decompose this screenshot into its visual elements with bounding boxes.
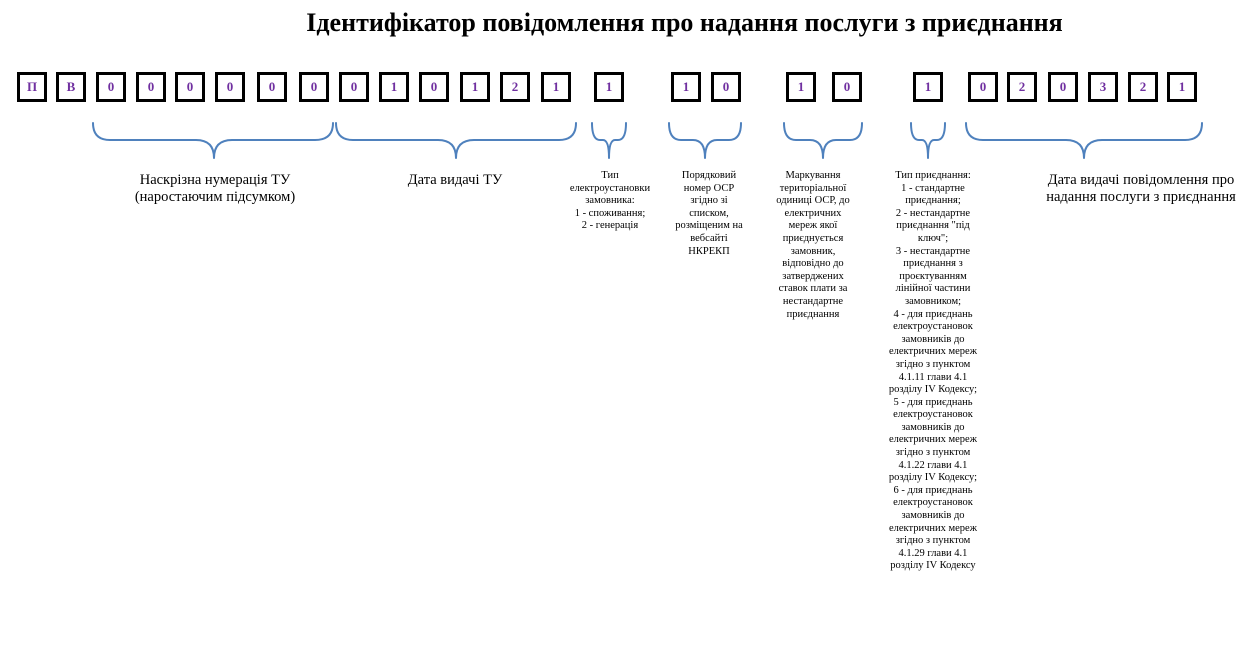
diagram-title: Ідентифікатор повідомлення про надання послуги з приєднання [306, 8, 1063, 37]
label-osr-number: Порядковий номер ОСР згідно зі списком, розміщеним на вебсайті НКРЕКП [675, 170, 743, 257]
cell-17: 0 [711, 72, 741, 102]
cell-26: 1 [1167, 72, 1197, 102]
label-install-type: Тип електроустановки замовника: 1 - споживання; 2 - генерація [569, 170, 651, 232]
cell-11: 0 [419, 72, 449, 102]
cell-23: 0 [1048, 72, 1078, 102]
brace-osr-number [669, 123, 741, 158]
cell-22: 2 [1007, 72, 1037, 102]
cell-12: 1 [460, 72, 490, 102]
cell-4: 0 [136, 72, 166, 102]
cell-18: 1 [786, 72, 816, 102]
cell-13: 2 [500, 72, 530, 102]
cell-19: 0 [832, 72, 862, 102]
brace-tu-date [336, 123, 576, 158]
brace-connection-type [911, 123, 945, 158]
brace-notice-date [966, 123, 1202, 158]
brace-numbering [93, 123, 333, 158]
cell-9: 0 [339, 72, 369, 102]
cell-7: 0 [257, 72, 287, 102]
label-notice-date: Дата видачі повідомлення про надання послуги з приєднання [1046, 172, 1236, 205]
cell-24: 3 [1088, 72, 1118, 102]
label-osr-marking: Маркування територіальної одиниці ОСР, до електричних мереж якої приєднується замовник, відповідно до затверджених ставок плати за нестандартне приєднання [776, 170, 850, 320]
cell-15: 1 [594, 72, 624, 102]
cell-3: 0 [96, 72, 126, 102]
label-tu-date: Дата видачі ТУ [407, 172, 503, 188]
cell-21: 0 [968, 72, 998, 102]
cell-14: 1 [541, 72, 571, 102]
cell-20: 1 [913, 72, 943, 102]
brace-osr-marking [784, 123, 862, 158]
cell-25: 2 [1128, 72, 1158, 102]
label-connection-type: Тип приєднання: 1 - стандартне приєднання; 2 - нестандартне приєднання "під ключ"; 3 - нестандартне приєднання з проєктуванням лінійної частини замовником; 4 - для приєднань електроустановок замовників до електричних мереж згідно з пунктом 4.1.11 глави 4.1 розділу IV Кодексу; 5 - для приєднань електроустановок замовників до електричних мереж згідно з пунктом 4.1.22 глави 4.1 розділу IV Кодексу; 6 - для приєднань електроустановок замовників до електричних мереж згідно з пунктом 4.1.29 глави 4.1 розділу IV Кодексу [888, 170, 978, 572]
cell-10: 1 [379, 72, 409, 102]
cell-2: В [56, 72, 86, 102]
cell-16: 1 [671, 72, 701, 102]
cell-1: П [17, 72, 47, 102]
label-numbering: Наскрізна нумерація ТУ (наростаючим підсумком) [134, 172, 296, 205]
cell-8: 0 [299, 72, 329, 102]
brace-install-type [592, 123, 626, 158]
cell-5: 0 [175, 72, 205, 102]
cell-6: 0 [215, 72, 245, 102]
